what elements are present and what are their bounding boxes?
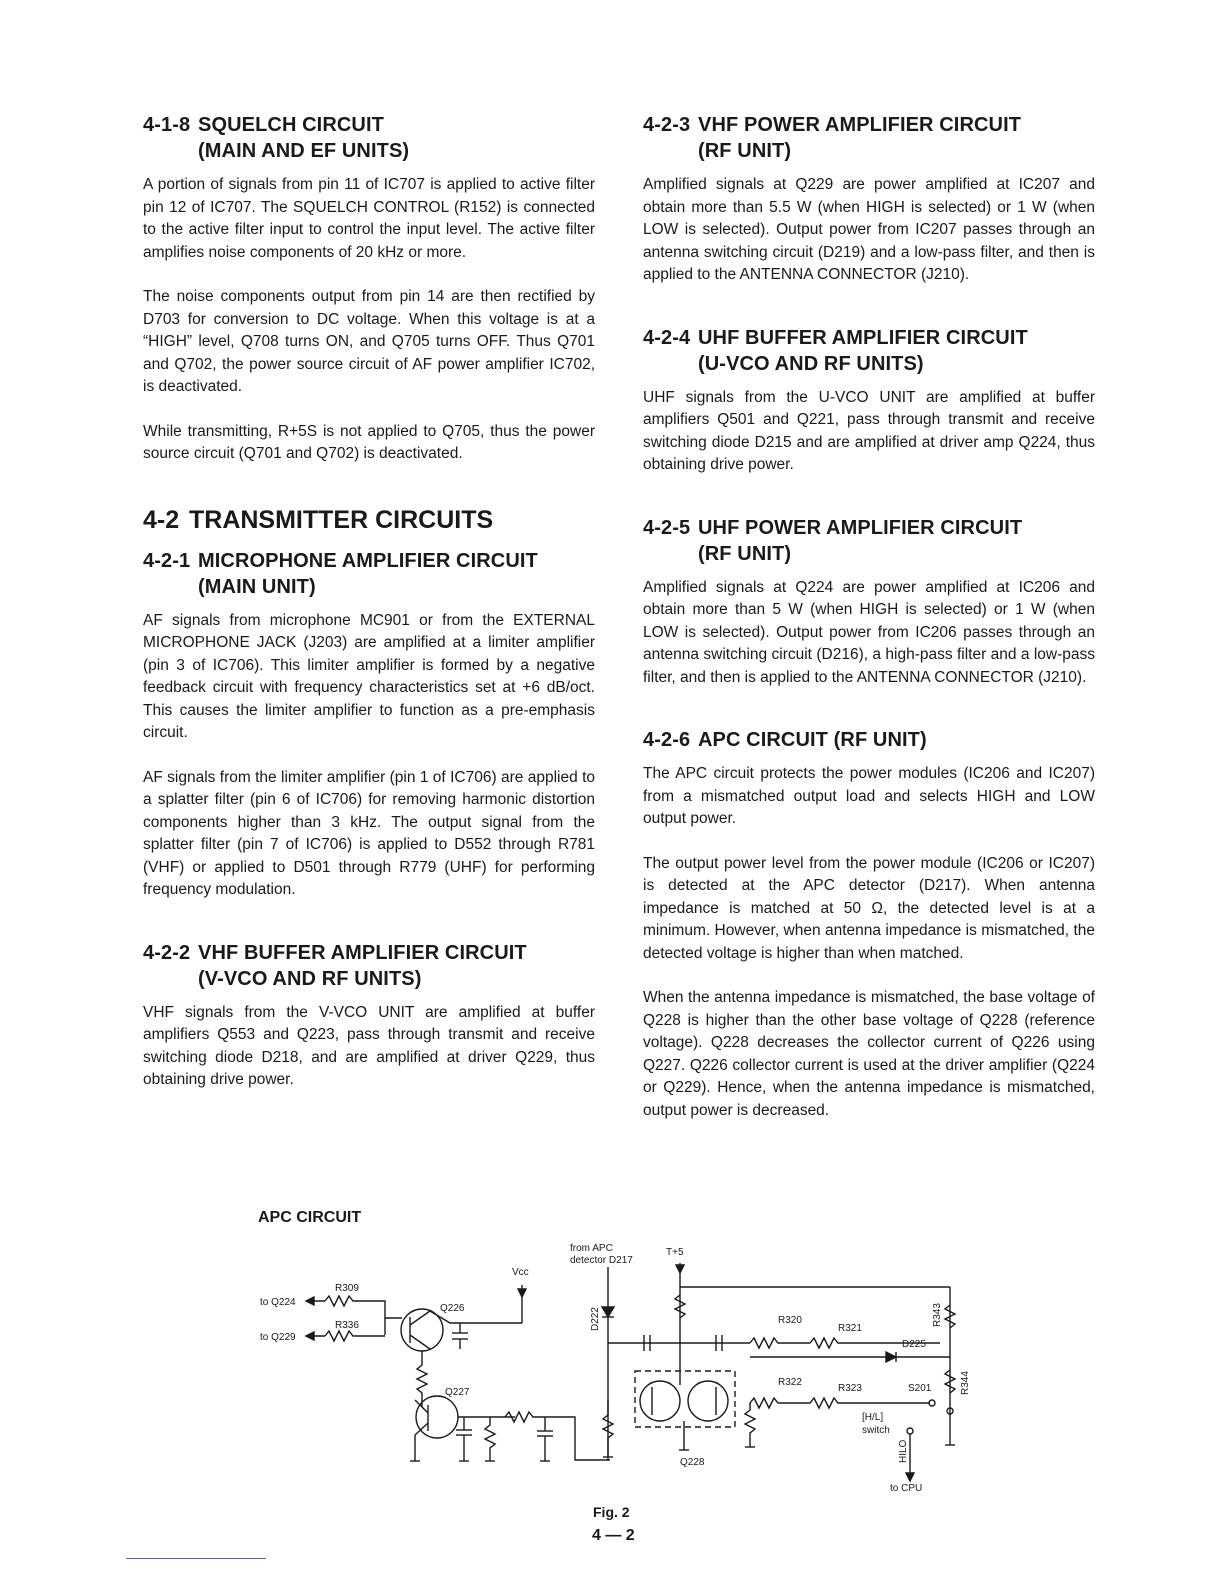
transistor-q228a (640, 1381, 680, 1421)
label-r344: R344 (960, 1371, 971, 1395)
left-column (143, 112, 595, 1092)
arrow-icon (676, 1265, 684, 1273)
label-d225: D225 (902, 1339, 926, 1350)
figure-title: APC CIRCUIT (258, 1209, 362, 1226)
section-title-line1: VHF BUFFER AMPLIFIER CIRCUIT (198, 941, 527, 964)
label-q226: Q226 (440, 1303, 465, 1314)
switch-contact (907, 1428, 913, 1434)
section-title-line2: (U-VCO AND RF UNITS) (698, 352, 924, 375)
diode-d225 (886, 1352, 896, 1362)
label-q228: Q228 (680, 1457, 705, 1468)
transistor-q228b (688, 1381, 728, 1421)
figure-caption: Fig. 2 (593, 1504, 630, 1520)
label-t5: T+5 (666, 1247, 684, 1258)
paragraph: The APC circuit protects the power modules (IC206 and IC207) from a mismatched output load and selects HIGH and LOW output power. (643, 765, 1095, 827)
section-4-2-3-title (643, 112, 1095, 164)
label-hilo: HILO (898, 1439, 909, 1463)
section-title-line1: UHF POWER AMPLIFIER CIRCUIT (698, 516, 1023, 539)
section-4-2-6-title (643, 727, 1095, 753)
paragraph: The noise components output from pin 14 are then rectified by D703 for conversion to DC voltage. When this voltage is at a “HIGH” level, Q708 turns ON, and Q705 turns OFF. Thus Q701 and Q702, the power source circuit of AF power amplifier IC702, is deactivated. (143, 288, 595, 395)
transistor-collector (410, 1311, 430, 1325)
section-4-1-8-title (143, 112, 595, 164)
label-r343: R343 (932, 1303, 943, 1327)
section-title-line2: (RF UNIT) (698, 140, 792, 162)
section-number: 4-2-6 (643, 729, 691, 751)
arrow-icon (906, 1473, 914, 1481)
resistor (485, 1417, 495, 1461)
section-4-2-4-title (643, 325, 1095, 377)
section-title-line2: (MAIN AND EF UNITS) (198, 140, 410, 162)
resistor-r336 (325, 1331, 385, 1341)
section-title-line1: APC CIRCUIT (RF UNIT) (698, 729, 927, 751)
paragraph: UHF signals from the U-VCO UNIT are amplified at buffer amplifiers Q501 and Q221, pass through transmit and receive switching diode D215 and are amplified at driver amp Q224, thus obtaining drive power. (643, 388, 1095, 473)
section-title-line1: MICROPHONE AMPLIFIER CIRCUIT (198, 549, 538, 572)
label-switch: switch (862, 1425, 890, 1436)
section-title-line1: VHF POWER AMPLIFIER CIRCUIT (698, 114, 1022, 136)
section-title-line1: UHF BUFFER AMPLIFIER CIRCUIT (698, 326, 1028, 349)
section-number: 4-2-3 (643, 114, 691, 136)
label-r336: R336 (335, 1320, 359, 1331)
transistor-emitter (410, 1335, 430, 1349)
label-r320: R320 (778, 1315, 802, 1326)
section-number: 4-2-1 (143, 549, 191, 572)
chapter-title: TRANSMITTER CIRCUITS (189, 505, 494, 534)
label-d222: D222 (590, 1307, 601, 1331)
label-vcc: Vcc (512, 1267, 529, 1278)
paragraph: While transmitting, R+5S is not applied to Q705, thus the power source circuit (Q701 and Q702) is deactivated. (143, 422, 595, 462)
label-hl: [H/L] (862, 1412, 884, 1423)
paragraph: When the antenna impedance is mismatched, the base voltage of Q228 is higher than the other base voltage of Q228 (reference voltage). Q228 decreases the collector current of Q226 using Q227. Q226 collector current is used at the driver amplifier (Q224 or Q229). Hence, when the antenna impedance is mismatched, output power is decreased. (643, 989, 1095, 1119)
section-4-2-2-title (143, 940, 595, 992)
paragraph: AF signals from the limiter amplifier (pin 1 of IC706) are applied to a splatter filter (pin 6 of IC706) for removing harmonic distortion components higher than 3 kHz. The output signal from the splatter filter (pin 7 of IC706) is applied to D552 through R781 (VHF) or applied to D501 through R779 (UHF) for performing frequency modulation. (143, 768, 595, 898)
label-r323: R323 (838, 1383, 862, 1394)
right-column (643, 112, 1095, 1122)
section-number: 4-2-5 (643, 516, 691, 539)
section-number: 4-2-2 (143, 941, 191, 964)
chapter-heading (143, 504, 595, 536)
resistor (745, 1403, 755, 1447)
resistor-r322-r323 (750, 1398, 930, 1408)
label-r309: R309 (335, 1283, 359, 1294)
chapter-number: 4-2 (143, 505, 180, 534)
paragraph: AF signals from microphone MC901 or from the EXTERNAL MICROPHONE JACK (J203) are amplified at a limiter amplifier (pin 3 of IC706). This limiter amplifier is formed by a negative feedback circuit with frequency characteristics set at +6 dB/oct. This causes the limiter amplifier to function as a pre-emphasis circuit. (143, 611, 595, 741)
arrow-icon (518, 1289, 526, 1297)
page-number: 4 — 2 (592, 1527, 635, 1544)
label-s201: S201 (908, 1383, 932, 1394)
section-title-line2: (V-VCO AND RF UNITS) (198, 967, 422, 990)
section-4-2-5-title (643, 515, 1095, 567)
label-r321: R321 (838, 1323, 862, 1334)
paragraph: The output power level from the power module (IC206 or IC207) is detected at the APC detector (D217). When antenna impedance is matched at 50 Ω, the detected level is at a minimum. However, when antenna impedance is mismatched, the detected voltage is higher than when matched. (643, 854, 1095, 962)
arrow-icon (306, 1332, 314, 1340)
label-to-q229: to Q229 (260, 1332, 296, 1343)
paragraph: VHF signals from the V-VCO UNIT are amplified at buffer amplifiers Q553 and Q223, pass through transmit and receive switching diode D218, and are amplified at driver Q229, thus obtaining drive power. (143, 1003, 595, 1088)
section-title-line2: (MAIN UNIT) (198, 575, 316, 598)
label-from-apc: from APC (570, 1243, 613, 1254)
paragraph: Amplified signals at Q229 are power amplified at IC207 and obtain more than 5.5 W (when HIGH is selected) or 1 W (when LOW is selected). Output power from IC207 passes through an antenna switching circuit (D219) and a low-pass filter, and then is applied to the ANTENNA CONNECTOR (J210). (643, 176, 1095, 283)
section-title-line1: SQUELCH CIRCUIT (198, 114, 384, 136)
section-title-line2: (RF UNIT) (698, 542, 792, 565)
label-detector-d217: detector D217 (570, 1255, 633, 1266)
paragraph: A portion of signals from pin 11 of IC707 is applied to active filter pin 12 of IC707. The SQUELCH CONTROL (R152) is connected to the active filter input to control the input level. The active filter amplifies noise components of 20 kHz or more. (143, 176, 595, 261)
resistor (505, 1412, 610, 1460)
apc-circuit-schematic (250, 1235, 980, 1497)
label-to-cpu: to CPU (890, 1483, 923, 1494)
arrow-icon (306, 1297, 314, 1305)
transistor-q227 (416, 1396, 458, 1438)
label-r322: R322 (778, 1377, 802, 1388)
section-number: 4-1-8 (143, 114, 191, 136)
footnote-rule (126, 1558, 266, 1559)
label-q227: Q227 (445, 1387, 470, 1398)
paragraph: Amplified signals at Q224 are power amplified at IC206 and obtain more than 5 W (when HIGH is selected) or 1 W (when LOW is selected). Output power from IC206 passes through an antenna switching circuit (D216), a high-pass filter and a low-pass filter, and then is applied to the ANTENNA CONNECTOR (J210). (643, 578, 1095, 686)
section-number: 4-2-4 (643, 326, 691, 349)
section-4-2-1-title (143, 548, 595, 600)
diode-d222 (602, 1307, 614, 1317)
label-to-q224: to Q224 (260, 1297, 296, 1308)
